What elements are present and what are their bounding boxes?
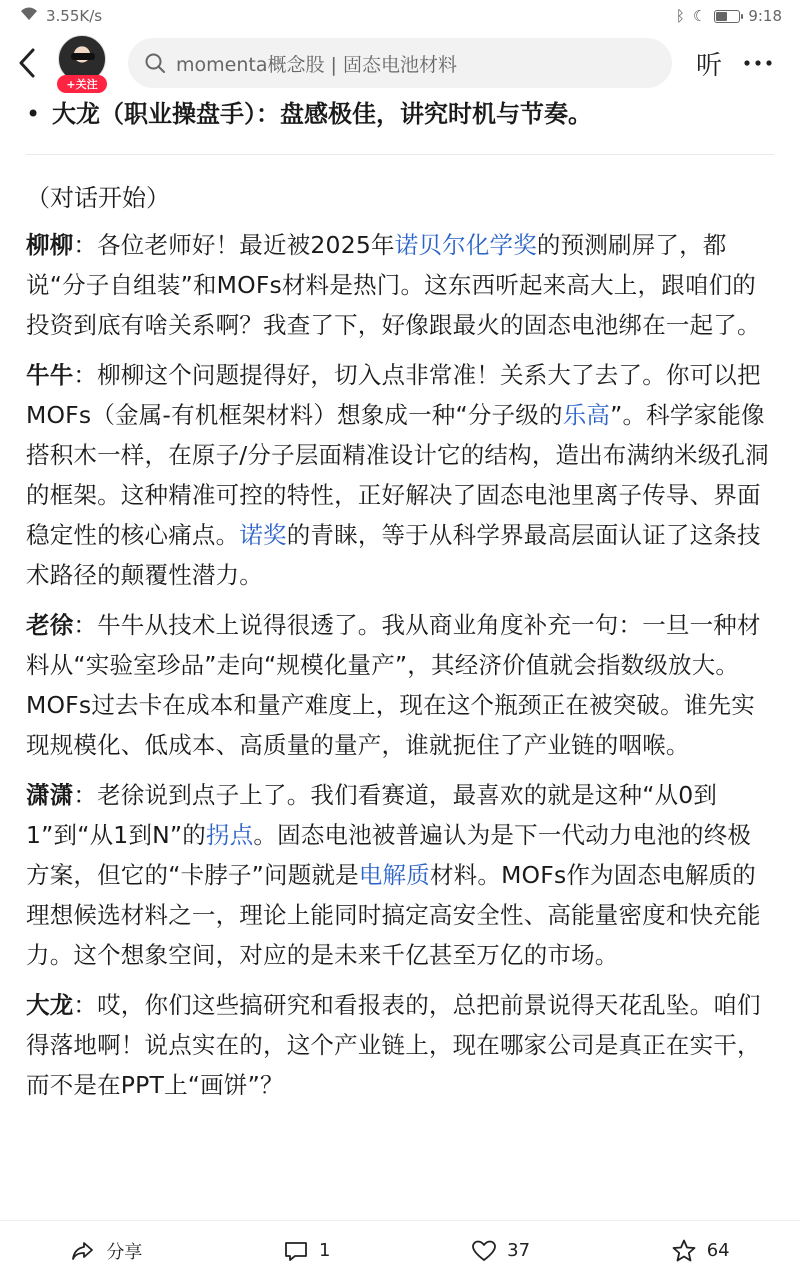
comment-icon [283, 1238, 309, 1264]
keyword-link[interactable]: 乐高 [562, 401, 611, 429]
dialogue-paragraph [26, 985, 774, 1105]
speaker-name: 柳柳 [26, 231, 74, 259]
status-bar [0, 0, 800, 32]
paragraph-text: 。固态电池被普遍认为是下一代动力电池的终极方案，但它的“卡脖子”问题就是 [26, 821, 752, 889]
keyword-link[interactable]: 拐点 [206, 821, 254, 849]
network-speed: 3.55K/s [46, 7, 103, 25]
search-icon [144, 52, 166, 74]
speaker-name: 潇潇 [26, 781, 74, 809]
dialogue-paragraph [26, 775, 774, 975]
paragraph-text: 材料。MOFs作为固态电解质的理想候选材料之一，理论上能同时搞定高安全性、高能量密度和快充能力。这个想象空间，对应的是未来千亿甚至万亿的市场。 [26, 861, 761, 969]
like-button[interactable] [471, 1238, 530, 1264]
speaker-name: 大龙 [26, 991, 74, 1019]
keyword-link[interactable]: 电解质 [358, 861, 430, 889]
author-avatar[interactable] [54, 35, 110, 91]
paragraph-text: ”。科学家能像搭积木一样，在原子/分子层面精准设计它的结构，造出布满纳米级孔洞的框架。这种精准可控的特性，正好解决了固态电池里离子传导、界面稳定性的核心痛点。 [26, 401, 769, 549]
paragraph-text: ：柳柳这个问题提得好，切入点非常准！关系大了去了。你可以把MOFs（金属-有机框架材料）想象成一种“分子级的 [26, 361, 761, 429]
clock: 9:18 [748, 7, 782, 25]
bluetooth-icon: ᛒ [675, 7, 685, 25]
paragraph-text: 的青睐，等于从科学界最高层面认证了这条技术路径的颠覆性潜力。 [26, 521, 761, 589]
wifi-icon [20, 7, 38, 25]
keyword-link[interactable]: 诺贝尔化学奖 [394, 231, 537, 259]
comment-button[interactable] [283, 1238, 330, 1264]
listen-button[interactable]: 听 [695, 50, 722, 81]
paragraph-text: ：牛牛从技术上说得很透了。我从商业角度补充一句：一旦一种材料从“实验室珍品”走向“规模化量产”，其经济价值就会指数级放大。MOFs过去卡在成本和量产难度上，现在这个瓶颈正在被突破。谁先实现规模化、低成本、高质量的量产，谁就扼住了产业链的咽喉。 [26, 611, 761, 759]
keyword-link[interactable]: 诺奖 [239, 521, 287, 549]
dialogue-paragraph [26, 355, 774, 595]
more-button[interactable] [734, 43, 782, 83]
divider [26, 154, 774, 155]
speaker-name: 牛牛 [26, 361, 74, 389]
share-icon [70, 1238, 96, 1264]
search-query: momenta概念股 | 固态电池材料 [176, 53, 457, 76]
battery-icon [714, 10, 740, 23]
more-dots-icon [743, 59, 773, 67]
share-button[interactable] [70, 1238, 142, 1264]
bullet-item [26, 94, 774, 134]
speaker-name: 老徐 [26, 611, 74, 639]
heart-icon [471, 1238, 497, 1264]
paragraph-text: 的预测刷屏了，都说“分子自组装”和MOFs材料是热门。这东西听起来高大上，跟咱们的投资到底有啥关系啊？我查了下，好像跟最火的固态电池绑在一起了。 [26, 231, 761, 339]
comment-count: 1 [319, 1240, 331, 1261]
section-title: （对话开始） [26, 184, 170, 212]
chevron-left-icon [17, 47, 37, 79]
bullet-speaker: 大龙（职业操盘手） [52, 100, 256, 128]
moon-icon: ☾ [692, 7, 707, 25]
battery-fill [716, 12, 727, 21]
favorite-count: 64 [706, 1240, 730, 1261]
bullet-dot-icon: • [26, 100, 41, 128]
follow-button[interactable]: +关注 [57, 75, 107, 93]
paragraph-text: ：哎，你们这些搞研究和看报表的，总把前景说得天花乱坠。咱们得落地啊！说点实在的，这个产业链上，现在哪家公司是真正在实干，而不是在PPT上“画饼”？ [26, 991, 761, 1099]
dialogue-paragraph [26, 225, 774, 345]
star-icon [671, 1238, 697, 1264]
bullet-text: ：盘感极佳，讲究时机与节奏。 [256, 100, 592, 128]
favorite-button[interactable] [671, 1238, 730, 1264]
bottom-action-bar [0, 1220, 800, 1280]
search-bar[interactable] [128, 38, 672, 88]
header [0, 32, 800, 94]
article-content [0, 94, 800, 1216]
back-button[interactable] [0, 32, 54, 94]
like-count: 37 [507, 1240, 531, 1261]
paragraph-text: ：各位老师好！最近被2025年 [73, 231, 395, 259]
share-label: 分享 [106, 1241, 143, 1263]
paragraph-text: ：老徐说到点子上了。我们看赛道，最喜欢的就是这种“从0到1”到“从1到N”的 [26, 781, 718, 849]
dialogue-paragraph [26, 605, 774, 765]
